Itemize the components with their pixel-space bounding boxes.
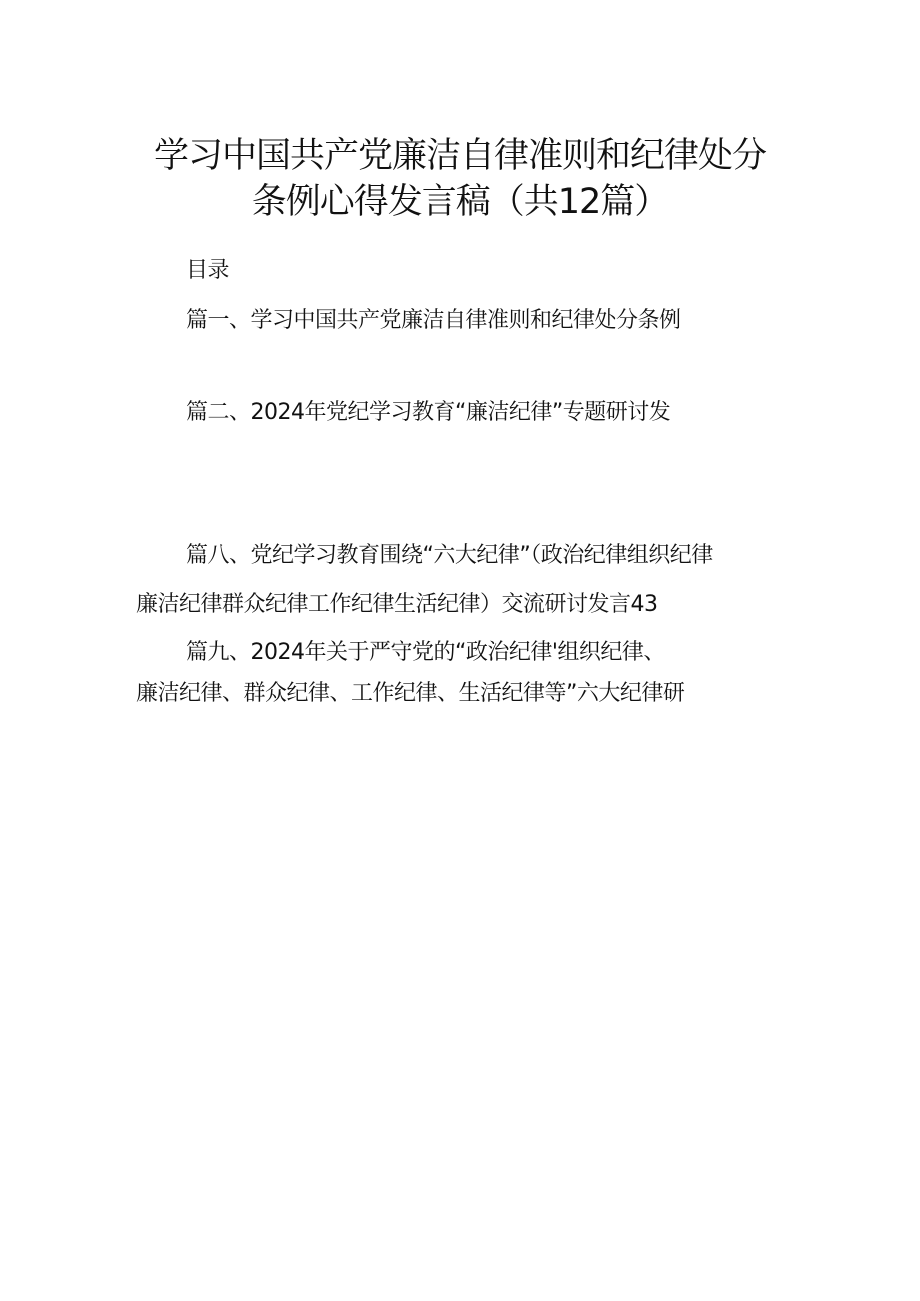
toc-entry-9-line-2: 廉洁纪律、群众纪律、工作纪律、生活纪律等”六大纪律研 bbox=[136, 681, 685, 706]
toc-entry-8-line-2: 廉洁纪律群众纪律工作纪律生活纪律）交流研讨发言43 bbox=[136, 592, 658, 617]
document-title-line-2: 条例心得发言稿（共12篇） bbox=[251, 182, 669, 222]
toc-entry-2: 篇二、2024年党纪学习教育“廉洁纪律”专题研讨发 bbox=[186, 400, 671, 425]
toc-entry-9-line-1: 篇九、2024年关于严守党的“政治纪律'组织纪律、 bbox=[186, 640, 665, 665]
toc-entry-8-line-1: 篇八、党纪学习教育围绕“六大纪律”（政治纪律组织纪律 bbox=[186, 543, 713, 568]
toc-entry-1: 篇一、学习中国共产党廉洁自律准则和纪律处分条例 bbox=[186, 308, 681, 333]
toc-heading: 目录 bbox=[186, 258, 230, 283]
document-title-line-1: 学习中国共产党廉洁自律准则和纪律处分 bbox=[153, 136, 766, 176]
